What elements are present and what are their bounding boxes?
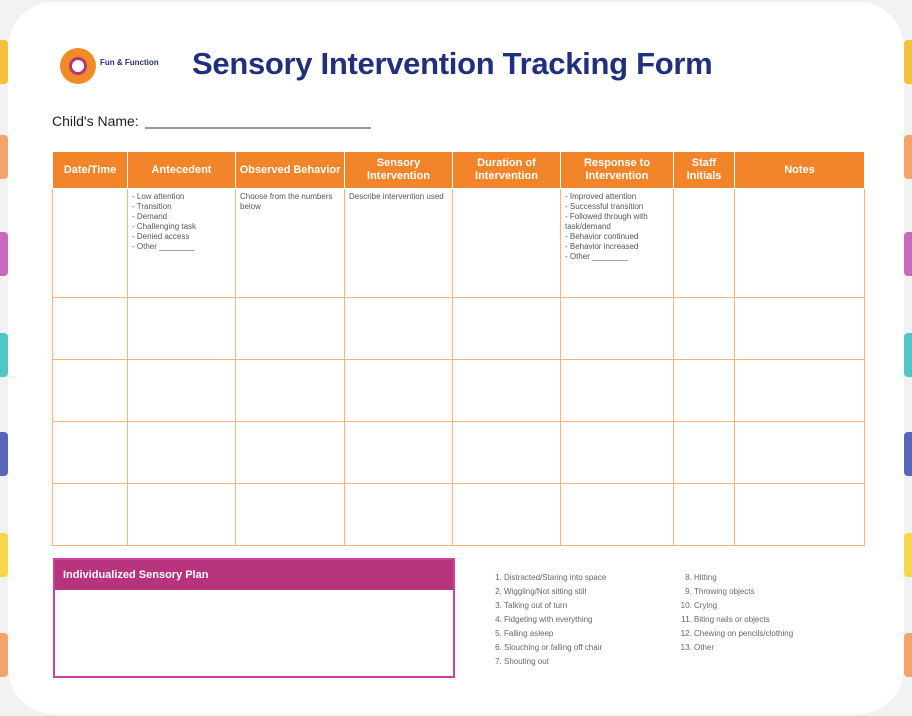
list-item: - Demand — [132, 212, 231, 222]
color-tab — [0, 232, 8, 276]
color-tab — [0, 40, 8, 84]
table-cell[interactable] — [735, 189, 865, 298]
color-tab — [0, 333, 8, 377]
tracking-table — [52, 151, 865, 546]
list-item: - Followed through with task/demand — [565, 212, 669, 232]
color-tab — [0, 135, 8, 179]
color-tab — [904, 432, 912, 476]
column-header: Date/Time — [53, 152, 128, 189]
list-item: - Behavior increased — [565, 242, 669, 252]
list-item: 1. Distracted/Staring into space — [504, 571, 676, 585]
table-cell[interactable] — [345, 298, 453, 360]
list-item: - Denied access — [132, 232, 231, 242]
table-cell[interactable] — [674, 484, 735, 546]
table-row — [53, 422, 865, 484]
table-cell[interactable] — [345, 360, 453, 422]
table-cell[interactable] — [453, 189, 561, 298]
table-cell[interactable] — [674, 422, 735, 484]
color-tab — [0, 432, 8, 476]
behavior-list-left — [486, 571, 676, 669]
color-tab — [904, 333, 912, 377]
list-item: - Other ________ — [565, 252, 669, 262]
brand-logo — [60, 48, 170, 88]
table-cell[interactable] — [236, 298, 345, 360]
table-cell[interactable] — [236, 484, 345, 546]
table-cell[interactable] — [128, 360, 236, 422]
table-cell[interactable] — [453, 484, 561, 546]
table-cell[interactable] — [345, 484, 453, 546]
list-item: - Behavior continued — [565, 232, 669, 242]
list-item: 10. Crying — [694, 599, 856, 613]
table-cell[interactable] — [345, 422, 453, 484]
logo-text: Fun & Function — [100, 58, 159, 67]
table-cell[interactable] — [561, 422, 674, 484]
table-cell[interactable] — [453, 360, 561, 422]
table-cell[interactable] — [236, 422, 345, 484]
observed-behavior-cell[interactable]: Choose from the numbers below — [236, 189, 345, 298]
behavior-key — [486, 571, 856, 669]
sensory-intervention-cell[interactable]: Describe intervention used — [345, 189, 453, 298]
list-item: - Challenging task — [132, 222, 231, 232]
table-row — [53, 484, 865, 546]
color-tab — [0, 533, 8, 577]
table-cell[interactable] — [674, 360, 735, 422]
table-cell[interactable] — [128, 298, 236, 360]
child-name-line[interactable] — [145, 113, 371, 129]
list-item: 7. Shouting out — [504, 655, 676, 669]
list-item: 3. Talking out of turn — [504, 599, 676, 613]
table-cell[interactable] — [53, 189, 128, 298]
sensory-plan-title: Individualized Sensory Plan — [55, 560, 453, 590]
table-row — [53, 360, 865, 422]
table-cell[interactable] — [674, 189, 735, 298]
sensory-plan-box — [53, 558, 455, 678]
table-cell[interactable] — [735, 360, 865, 422]
table-cell[interactable] — [561, 484, 674, 546]
table-row — [53, 189, 865, 298]
table-cell[interactable] — [236, 360, 345, 422]
list-item: 11. Biting nails or objects — [694, 613, 856, 627]
table-cell[interactable] — [53, 360, 128, 422]
table-cell[interactable] — [53, 422, 128, 484]
table-row — [53, 298, 865, 360]
table-cell[interactable] — [674, 298, 735, 360]
left-color-tabs — [0, 0, 8, 716]
table-cell[interactable] — [53, 484, 128, 546]
list-item: - Successful transition — [565, 202, 669, 212]
table-cell[interactable] — [453, 298, 561, 360]
table-cell[interactable] — [735, 484, 865, 546]
list-item: 6. Slouching or falling off chair — [504, 641, 676, 655]
list-item: - Other ________ — [132, 242, 231, 252]
table-cell[interactable] — [561, 298, 674, 360]
color-tab — [904, 633, 912, 677]
right-color-tabs — [904, 0, 912, 716]
list-item: - Transition — [132, 202, 231, 212]
response-options-cell[interactable] — [561, 189, 674, 298]
color-tab — [904, 135, 912, 179]
antecedent-options-cell[interactable] — [128, 189, 236, 298]
page-title: Sensory Intervention Tracking Form — [192, 46, 713, 81]
table-cell[interactable] — [53, 298, 128, 360]
list-item: - Improved attention — [565, 192, 669, 202]
behavior-list-right — [676, 571, 856, 669]
column-header: Response to Intervention — [561, 152, 674, 189]
logo-mark-icon — [60, 48, 96, 84]
color-tab — [904, 533, 912, 577]
table-header-row — [53, 152, 865, 189]
color-tab — [904, 40, 912, 84]
list-item: - Low attention — [132, 192, 231, 202]
column-header: Observed Behavior — [236, 152, 345, 189]
list-item: 5. Falling asleep — [504, 627, 676, 641]
column-header: Notes — [735, 152, 865, 189]
list-item: 9. Throwing objects — [694, 585, 856, 599]
child-name-label: Child's Name: — [52, 113, 139, 129]
child-name-field — [52, 113, 371, 129]
column-header: Antecedent — [128, 152, 236, 189]
column-header: Duration of Intervention — [453, 152, 561, 189]
table-cell[interactable] — [128, 484, 236, 546]
table-cell[interactable] — [128, 422, 236, 484]
table-cell[interactable] — [561, 360, 674, 422]
sensory-plan-text-area[interactable] — [55, 590, 453, 676]
list-item: 12. Chewing on pencils/clothing — [694, 627, 856, 641]
list-item: 4. Fidgeting with everything — [504, 613, 676, 627]
list-item: 2. Wiggling/Not sitting still — [504, 585, 676, 599]
column-header: Sensory Intervention — [345, 152, 453, 189]
table-cell[interactable] — [453, 422, 561, 484]
color-tab — [904, 232, 912, 276]
color-tab — [0, 633, 8, 677]
table-cell[interactable] — [735, 298, 865, 360]
heart-icon — [69, 57, 87, 75]
list-item: 13. Other — [694, 641, 856, 655]
table-cell[interactable] — [735, 422, 865, 484]
column-header: Staff Initials — [674, 152, 735, 189]
list-item: 8. Hitting — [694, 571, 856, 585]
